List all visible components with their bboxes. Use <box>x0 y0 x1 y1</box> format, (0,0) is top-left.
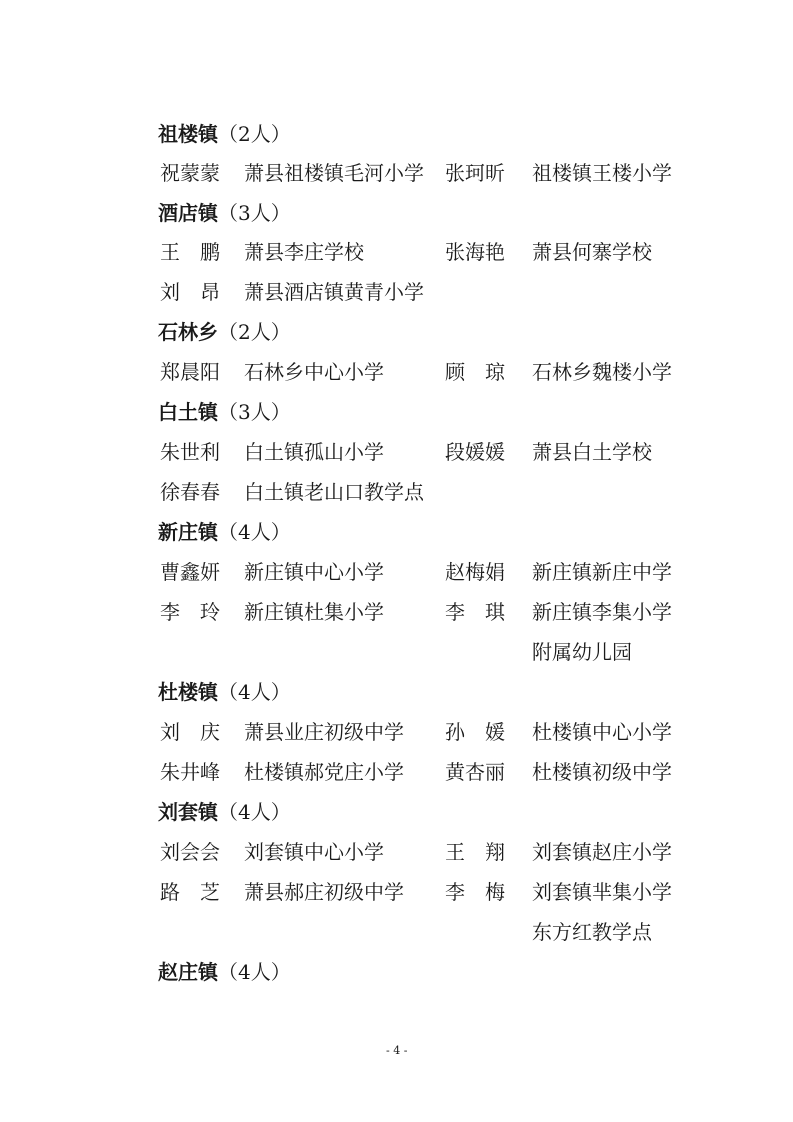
person-name: 李 琪 <box>445 600 505 624</box>
group-heading <box>158 518 291 546</box>
group-heading <box>158 199 291 227</box>
group-heading <box>158 120 291 148</box>
school-name: 新庄镇新庄中学 <box>532 560 672 584</box>
group-heading <box>158 678 291 706</box>
school-name: 萧县酒店镇黄青小学 <box>244 280 424 304</box>
person-name: 徐春春 <box>160 480 220 504</box>
school-name: 刘套镇赵庄小学 <box>532 840 672 864</box>
person-name: 刘会会 <box>160 840 220 864</box>
person-name: 段媛媛 <box>445 440 505 464</box>
group-heading-name: 赵庄镇 <box>158 960 218 984</box>
person-name: 张海艳 <box>445 240 505 264</box>
person-name: 孙 媛 <box>445 720 505 744</box>
group-heading-count: （4人） <box>218 680 291 704</box>
school-name: 萧县郝庄初级中学 <box>244 880 404 904</box>
person-name: 李 玲 <box>160 600 220 624</box>
school-name: 杜楼镇初级中学 <box>532 760 672 784</box>
group-heading-count: （3人） <box>218 201 291 225</box>
person-name: 刘 昂 <box>160 280 220 304</box>
person-name: 刘 庆 <box>160 720 220 744</box>
group-heading-count: （4人） <box>218 960 291 984</box>
group-heading <box>158 318 291 346</box>
person-name: 王 翔 <box>445 840 505 864</box>
group-heading-name: 刘套镇 <box>158 800 218 824</box>
group-heading <box>158 798 291 826</box>
group-heading-count: （2人） <box>218 320 291 344</box>
person-name: 路 芝 <box>160 880 220 904</box>
person-name: 赵梅娟 <box>445 560 505 584</box>
group-heading-count: （2人） <box>218 122 291 146</box>
school-name: 刘套镇中心小学 <box>244 840 384 864</box>
person-name: 张珂昕 <box>445 161 505 185</box>
school-name: 刘套镇芈集小学 <box>532 880 672 904</box>
person-name: 郑晨阳 <box>160 360 220 384</box>
group-heading-count: （4人） <box>218 520 291 544</box>
person-name: 祝蒙蒙 <box>160 161 220 185</box>
person-name: 顾 琼 <box>445 360 505 384</box>
group-heading-name: 酒店镇 <box>158 201 218 225</box>
school-name: 萧县业庄初级中学 <box>244 720 404 744</box>
group-heading-name: 石林乡 <box>158 320 218 344</box>
group-heading <box>158 398 291 426</box>
school-name: 新庄镇李集小学 <box>532 600 672 624</box>
school-name: 新庄镇杜集小学 <box>244 600 384 624</box>
school-name: 萧县白土学校 <box>532 440 652 464</box>
group-heading <box>158 958 291 986</box>
person-name: 王 鹏 <box>160 240 220 264</box>
school-name: 祖楼镇王楼小学 <box>532 161 672 185</box>
school-name: 附属幼儿园 <box>532 640 632 664</box>
school-name: 石林乡中心小学 <box>244 360 384 384</box>
person-name: 朱井峰 <box>160 760 220 784</box>
school-name: 萧县祖楼镇毛河小学 <box>244 161 424 185</box>
group-heading-name: 新庄镇 <box>158 520 218 544</box>
person-name: 黄杏丽 <box>445 760 505 784</box>
school-name: 杜楼镇中心小学 <box>532 720 672 744</box>
group-heading-name: 杜楼镇 <box>158 680 218 704</box>
school-name: 石林乡魏楼小学 <box>532 360 672 384</box>
person-name: 李 梅 <box>445 880 505 904</box>
person-name: 朱世利 <box>160 440 220 464</box>
school-name: 新庄镇中心小学 <box>244 560 384 584</box>
school-name: 萧县何寨学校 <box>532 240 652 264</box>
group-heading-count: （3人） <box>218 400 291 424</box>
group-heading-count: （4人） <box>218 800 291 824</box>
school-name: 萧县李庄学校 <box>244 240 364 264</box>
school-name: 白土镇老山口教学点 <box>244 480 424 504</box>
group-heading-name: 白土镇 <box>158 400 218 424</box>
school-name: 杜楼镇郝党庄小学 <box>244 760 404 784</box>
school-name: 东方红教学点 <box>532 920 652 944</box>
school-name: 白土镇孤山小学 <box>244 440 384 464</box>
group-heading-name: 祖楼镇 <box>158 122 218 146</box>
person-name: 曹鑫妍 <box>160 560 220 584</box>
page-number: - 4 - <box>386 1044 408 1057</box>
